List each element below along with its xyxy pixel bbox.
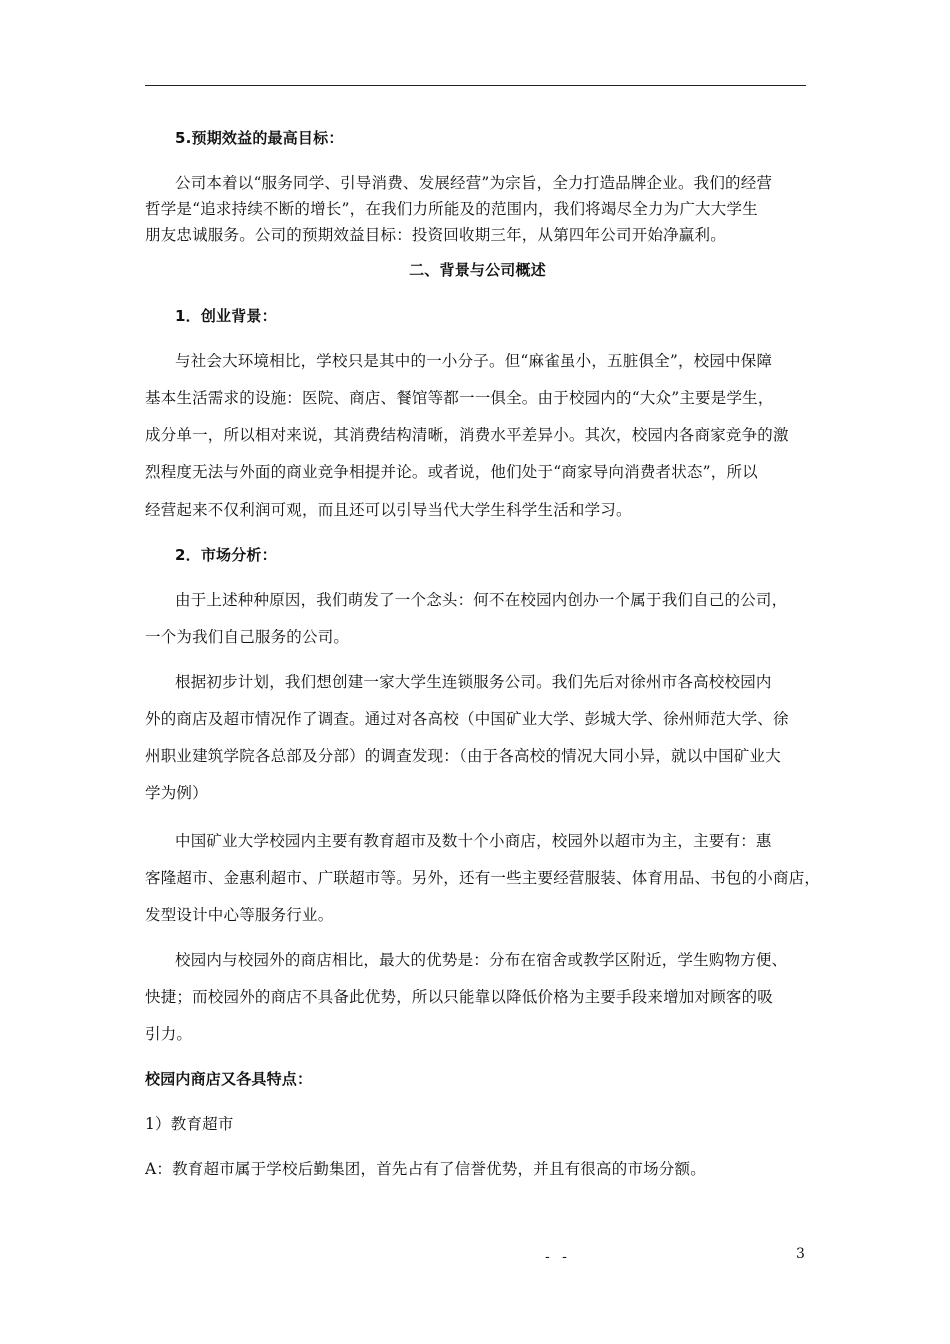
- section-heading-market: 2．市场分析：: [175, 546, 277, 564]
- paragraph-line: 成分单一，所以相对来说，其消费结构清晰，消费水平差异小。其次，校园内各商家竞争的激: [145, 426, 789, 444]
- header-rule: [145, 85, 806, 86]
- list-item: A：教育超市属于学校后勤集团，首先占有了信誉优势，并且有很高的市场分额。: [145, 1160, 706, 1178]
- paragraph-line: 一个为我们自己服务的公司。: [145, 628, 350, 646]
- chapter-title: 二、背景与公司概述: [409, 261, 546, 279]
- paragraph-line: 基本生活需求的设施：医院、商店、餐馆等都一一俱全。由于校园内的“大众”主要是学生，: [145, 389, 774, 407]
- paragraph-line: 学为例）: [145, 784, 208, 802]
- footer-dashes: - -: [545, 1249, 571, 1265]
- paragraph-line: 校园内与校园外的商店相比，最大的优势是：分布在宿舍或教学区附近，学生购物方便、: [175, 951, 788, 969]
- paragraph-line: 发型设计中心等服务行业。: [145, 906, 334, 924]
- paragraph-line: 朋友忠诚服务。公司的预期效益目标：投资回收期三年，从第四年公司开始净赢利。: [145, 226, 726, 244]
- paragraph-line: 与社会大环境相比，学校只是其中的一小分子。但“麻雀虽小，五脏俱全”，校园中保障: [175, 352, 773, 370]
- paragraph-line: 由于上述种种原因，我们萌发了一个念头：何不在校园内创办一个属于我们自己的公司，: [175, 591, 788, 609]
- page-number: 3: [796, 1246, 805, 1262]
- paragraph-line: 州职业建筑学院各总部及分部）的调查发现：（由于各高校的情况大同小异，就以中国矿业大: [145, 747, 781, 765]
- paragraph-line: 快捷；而校园外的商店不具备此优势，所以只能靠以降低价格为主要手段来增加对顾客的吸: [145, 988, 774, 1006]
- paragraph-line: 根据初步计划，我们想创建一家大学生连锁服务公司。我们先后对徐州市各高校校园内: [175, 673, 772, 691]
- subsection-heading-store-features: 校园内商店又各具特点：: [145, 1070, 313, 1088]
- section-heading-background: 1．创业背景：: [175, 307, 277, 325]
- list-item: 1）教育超市: [145, 1115, 234, 1133]
- paragraph-line: 烈程度无法与外面的商业竞争相提并论。或者说，他们处于“商家导向消费者状态”，所以: [145, 463, 758, 481]
- paragraph-line: 外的商店及超市情况作了调查。通过对各高校（中国矿业大学、彭城大学、徐州师范大学、徐: [145, 710, 789, 728]
- paragraph-line: 客隆超市、金惠利超市、广联超市等。另外，还有一些主要经营服装、体育用品、书包的小商店，: [145, 869, 821, 887]
- paragraph-line: 引力。: [145, 1025, 193, 1043]
- paragraph-line: 中国矿业大学校园内主要有教育超市及数十个小商店，校园外以超市为主，主要有：惠: [175, 832, 772, 850]
- paragraph-line: 哲学是“追求持续不断的增长”，在我们力所能及的范围内，我们将竭尽全力为广大大学生: [145, 200, 758, 218]
- paragraph-line: 公司本着以“服务同学、引导消费、发展经营”为宗旨，全力打造品牌企业。我们的经营: [175, 174, 773, 192]
- section-heading-expected-benefits: 5.预期效益的最高目标：: [175, 129, 344, 147]
- paragraph-line: 经营起来不仅利润可观，而且还可以引导当代大学生科学生活和学习。: [145, 501, 632, 519]
